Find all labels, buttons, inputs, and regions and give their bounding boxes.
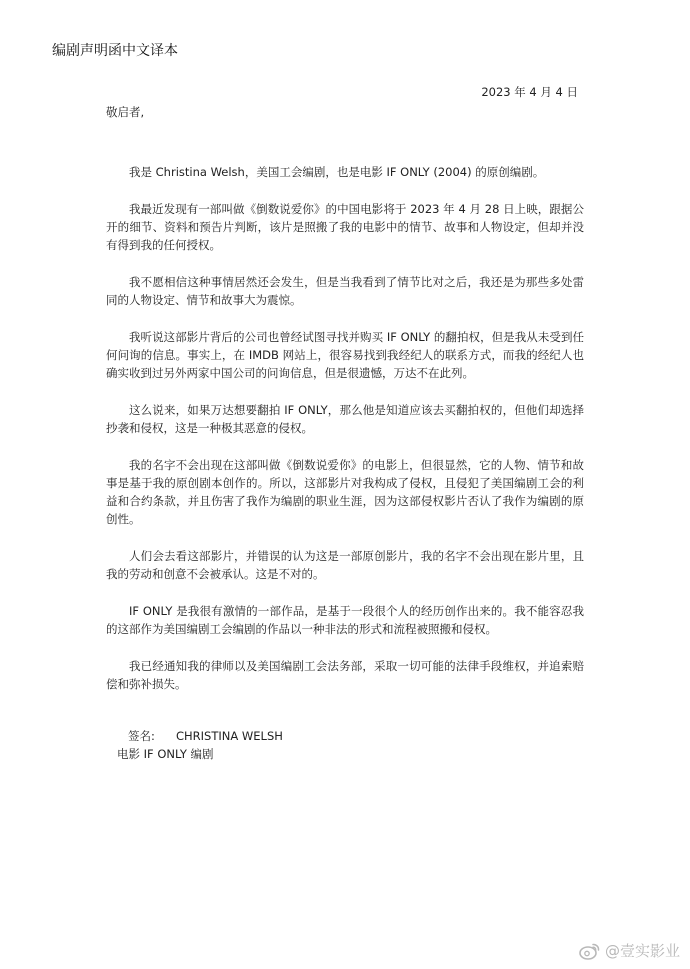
- signature-line: [128, 727, 283, 746]
- paragraph-7: 人们会去看这部影片，并错误的认为这是一部原创影片，我的名字不会出现在影片里，且我的劳动和创意不会被承认。这是不对的。: [106, 549, 584, 581]
- paragraph-1: 我是 Christina Welsh，美国工会编剧，也是电影 IF ONLY (2004) 的原创编剧。: [129, 165, 545, 179]
- letter-body: [106, 163, 584, 712]
- signature-credit: 电影 IF ONLY 编剧: [117, 747, 214, 761]
- paragraph-4: 我听说这部影片背后的公司也曾经试图寻找并购买 IF ONLY 的翻拍权，但是我从未受到任何问询的信息。事实上，在 IMDB 网站上，很容易找到我经纪人的联系方式，而我的经纪人也确实收到过另外两家中国公司的问询信息，但是很遗憾，万达不在此列。: [106, 330, 584, 380]
- letter-date: 2023 年 4 月 4 日: [481, 85, 578, 99]
- paragraph-9: 我已经通知我的律师以及美国编剧工会法务部，采取一切可能的法律手段维权，并追索赔偿和弥补损失。: [106, 659, 584, 691]
- paragraph-3: 我不愿相信这种事情居然还会发生，但是当我看到了情节比对之后，我还是为那些多处雷同的人物设定、情节和故事大为震惊。: [106, 275, 584, 307]
- weibo-icon: [579, 942, 601, 960]
- paragraph-6: 我的名字不会出现在这部叫做《倒数说爱你》的电影上，但很显然，它的人物、情节和故事是基于我的原创剧本创作的。所以，这部影片对我构成了侵权，且侵犯了美国编剧工会的利益和合约条款，并且伤害了我作为编剧的职业生涯，因为这部侵权影片否认了我作为编剧的原创性。: [106, 458, 584, 526]
- paragraph-5: 这么说来，如果万达想要翻拍 IF ONLY，那么他是知道应该去买翻拍权的，但他们却选择抄袭和侵权，这是一种极其恶意的侵权。: [106, 403, 584, 435]
- watermark: [579, 940, 680, 961]
- salutation: 敬启者,: [106, 105, 145, 119]
- document-title: 编剧声明函中文译本: [52, 43, 178, 59]
- signature-name: CHRISTINA WELSH: [176, 729, 283, 743]
- paragraph-8: IF ONLY 是我很有激情的一部作品，是基于一段很个人的经历创作出来的。我不能容忍我的这部作为美国编剧工会编剧的作品以一种非法的形式和流程被照搬和侵权。: [106, 604, 584, 636]
- paragraph-2: 我最近发现有一部叫做《倒数说爱你》的中国电影将于 2023 年 4 月 28 日上映，跟据公开的细节、资料和预告片判断，该片是照搬了我的电影中的情节、故事和人物设定，但却并没有得到我的任何授权。: [106, 202, 584, 252]
- watermark-text: @壹实影业: [604, 942, 680, 960]
- signature-label: 签名:: [128, 729, 155, 743]
